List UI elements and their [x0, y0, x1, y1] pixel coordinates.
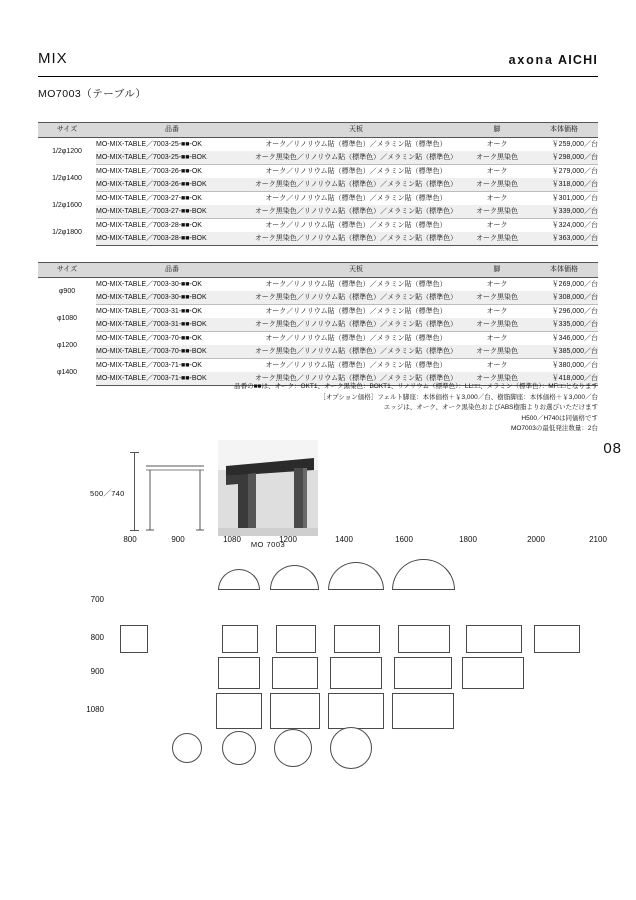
matrix-shape-half-1200 — [218, 569, 260, 590]
cell-size: 1/2φ1400 — [52, 174, 82, 182]
cell-code: MO-MIX-TABLE／7003-31-■■-OK — [96, 308, 202, 315]
cell-price: ￥339,000／台 — [530, 205, 598, 219]
cell-price: ￥269,000／台 — [551, 281, 598, 288]
footnote-line: MO7003の最低発注数量：2台 — [510, 425, 598, 432]
cell-leg: オーク黒染色 — [464, 205, 530, 219]
matrix-shape-rect-1200x900 — [218, 657, 260, 689]
matrix-row-label-700: 700 — [90, 595, 104, 604]
cell-top: オーク／リノリウム貼（標準色）／メラミン貼（標準色） — [265, 222, 447, 229]
col-header-top: 天板 — [248, 123, 464, 138]
cell-top: オーク／リノリウム貼（標準色）／メラミン貼（標準色） — [265, 168, 447, 175]
cell-leg: オーク — [486, 222, 508, 229]
matrix-shape-rect-1600x1080 — [328, 693, 384, 729]
matrix-shape-rect-1600x800 — [334, 625, 380, 653]
matrix-shape-rect-1600x900 — [330, 657, 382, 689]
cell-top: オーク／リノリウム貼（標準色）／メラミン貼（標準色） — [265, 308, 447, 315]
size-matrix — [76, 535, 607, 765]
table-row — [38, 151, 598, 165]
cell-code: MO-MIX-TABLE／7003-25-■■-OK — [96, 141, 202, 148]
cell-leg: オーク黒染色 — [464, 178, 530, 192]
cell-price: ￥324,000／台 — [551, 222, 598, 229]
matrix-shape-rect-1800x800 — [398, 625, 450, 653]
cell-leg: オーク黒染色 — [464, 345, 530, 359]
cell-code: MO-MIX-TABLE／7003-26-■■-OK — [96, 168, 202, 175]
page-number: 08 — [603, 440, 622, 457]
matrix-col-label-900: 900 — [171, 535, 185, 544]
matrix-shape-half-1800 — [392, 559, 455, 590]
cell-leg: オーク — [486, 168, 508, 175]
footnote-line: 品番の■■は、オーク：OKT1、オーク黒染色：BOKT1、リノリウム（標準色）：LL□□、メラミン（標準色）：MF□□となります — [234, 383, 598, 390]
cell-code: MO-MIX-TABLE／7003-28-■■-OK — [96, 222, 202, 229]
cell-leg: オーク — [486, 195, 508, 202]
cell-size: φ1080 — [56, 314, 78, 322]
table-row — [38, 232, 598, 246]
table-row — [38, 205, 598, 219]
col-header-price: 本体価格 — [530, 123, 598, 138]
matrix-shape-rect-800x800 — [120, 625, 148, 653]
matrix-col-label-2100: 2100 — [589, 535, 607, 544]
cell-code: MO-MIX-TABLE／7003-28-■■-BOK — [96, 232, 248, 246]
cell-top: オーク黒染色／リノリウム貼（標準色）／メラミン貼（標準色） — [248, 291, 464, 305]
cell-price: ￥259,000／台 — [551, 141, 598, 148]
table-header-row — [38, 123, 598, 138]
cell-top: オーク黒染色／リノリウム貼（標準色）／メラミン貼（標準色） — [248, 345, 464, 359]
footnotes — [178, 382, 598, 435]
product-photo-graphic — [218, 440, 318, 536]
cell-size: φ1200 — [56, 341, 78, 349]
spec-table-round — [38, 262, 598, 386]
table-header-row — [38, 263, 598, 278]
col-header-size: サイズ — [38, 123, 96, 138]
cell-top: オーク／リノリウム貼（標準色）／メラミン貼（標準色） — [265, 195, 447, 202]
matrix-col-label-2000: 2000 — [527, 535, 545, 544]
table-row — [38, 345, 598, 359]
cell-size: 1/2φ1200 — [52, 147, 82, 155]
cell-leg: オーク黒染色 — [464, 291, 530, 305]
matrix-row-label-1080: 1080 — [86, 705, 104, 714]
cell-price: ￥380,000／台 — [551, 362, 598, 369]
matrix-shape-rect-1400x900 — [272, 657, 318, 689]
cell-price: ￥298,000／台 — [530, 151, 598, 165]
table-row — [38, 219, 598, 233]
cell-top: オーク黒染色／リノリウム貼（標準色）／メラミン貼（標準色） — [248, 178, 464, 192]
matrix-shape-circle-1080 — [222, 731, 256, 765]
cell-top: オーク黒染色／リノリウム貼（標準色）／メラミン貼（標準色） — [248, 151, 464, 165]
cell-leg: オーク — [486, 141, 508, 148]
cell-code: MO-MIX-TABLE／7003-70-■■-OK — [96, 335, 202, 342]
cell-leg: オーク — [486, 281, 508, 288]
matrix-shape-rect-1200x1080 — [216, 693, 262, 729]
cell-top: オーク／リノリウム貼（標準色）／メラミン貼（標準色） — [265, 141, 447, 148]
table-row — [38, 178, 598, 192]
matrix-shape-rect-1200x800 — [222, 625, 258, 653]
col-header-price: 本体価格 — [530, 263, 598, 278]
table-row — [38, 192, 598, 206]
cell-price: ￥335,000／台 — [530, 318, 598, 332]
cell-top: オーク／リノリウム貼（標準色）／メラミン貼（標準色） — [265, 281, 447, 288]
product-subtitle: MO7003（テーブル） — [38, 88, 147, 100]
matrix-shape-rect-1800x1080 — [392, 693, 454, 729]
cell-leg: オーク黒染色 — [464, 151, 530, 165]
table-row — [38, 278, 598, 292]
cell-size: 1/2φ1600 — [52, 201, 82, 209]
brand-logo — [509, 53, 598, 67]
cell-top: オーク黒染色／リノリウム貼（標準色）／メラミン貼（標準色） — [248, 318, 464, 332]
footnote-line: ［オプション価格］フェルト脚座：本体価格＋￥3,000／台、樹脂脚座：本体価格＋￥3,000／台 — [319, 393, 598, 401]
photo-caption: MO 7003 — [250, 540, 286, 549]
cell-top: オーク／リノリウム貼（標準色）／メラミン貼（標準色） — [265, 362, 447, 369]
matrix-col-label-1800: 1800 — [459, 535, 477, 544]
matrix-shape-rect-2100x800 — [534, 625, 580, 653]
cell-leg: オーク黒染色 — [464, 318, 530, 332]
matrix-shape-rect-2000x900 — [462, 657, 524, 689]
cell-price: ￥279,000／台 — [551, 168, 598, 175]
matrix-row-label-800: 800 — [90, 633, 104, 642]
cell-code: MO-MIX-TABLE／7003-27-■■-OK — [96, 195, 202, 202]
cell-top: オーク黒染色／リノリウム貼（標準色）／メラミン貼（標準色） — [248, 372, 464, 386]
table-row — [38, 332, 598, 346]
cell-size: φ900 — [58, 287, 76, 295]
dimension-line — [134, 452, 135, 530]
spec-table-half-round — [38, 122, 598, 246]
brand-name-axona: axona — [508, 53, 554, 67]
cell-leg: オーク — [486, 362, 508, 369]
matrix-shape-rect-1800x900 — [394, 657, 452, 689]
col-header-leg: 脚 — [464, 263, 530, 278]
matrix-shape-rect-1400x800 — [276, 625, 316, 653]
col-header-size: サイズ — [38, 263, 96, 278]
header-divider — [38, 76, 598, 77]
cell-leg: オーク黒染色 — [464, 232, 530, 246]
col-header-top: 天板 — [248, 263, 464, 278]
cell-top: オーク黒染色／リノリウム貼（標準色）／メラミン貼（標準色） — [248, 205, 464, 219]
cell-price: ￥308,000／台 — [530, 291, 598, 305]
matrix-shape-half-1400 — [270, 565, 319, 590]
matrix-col-label-1400: 1400 — [335, 535, 353, 544]
cell-leg: オーク黒染色 — [464, 372, 530, 386]
col-header-code: 品番 — [96, 123, 248, 138]
brand-name-aichi: AICHI — [557, 53, 598, 67]
table-row — [38, 305, 598, 319]
cell-leg: オーク — [486, 335, 508, 342]
cell-price: ￥363,000／台 — [530, 232, 598, 246]
cell-price: ￥346,000／台 — [551, 335, 598, 342]
table-line-drawing — [144, 448, 206, 532]
cell-leg: オーク — [486, 308, 508, 315]
cell-size: 1/2φ1800 — [52, 228, 82, 236]
col-header-code: 品番 — [96, 263, 248, 278]
product-illustration — [90, 440, 340, 550]
matrix-shape-circle-1400 — [330, 727, 372, 769]
cell-price: ￥296,000／台 — [551, 308, 598, 315]
cell-code: MO-MIX-TABLE／7003-70-■■-BOK — [96, 345, 248, 359]
cell-code: MO-MIX-TABLE／7003-71-■■-BOK — [96, 372, 248, 386]
col-header-leg: 脚 — [464, 123, 530, 138]
matrix-col-label-1600: 1600 — [395, 535, 413, 544]
table-row — [38, 165, 598, 179]
footnote-line: エッジは、オーク、オーク黒染色およびABS樹脂よりお選びいただけます — [383, 404, 598, 411]
matrix-shape-half-1600 — [328, 562, 384, 590]
cell-code: MO-MIX-TABLE／7003-25-■■-BOK — [96, 151, 248, 165]
matrix-shape-rect-1400x1080 — [270, 693, 320, 729]
product-photo — [218, 440, 318, 536]
cell-size: φ1400 — [56, 368, 78, 376]
table-row — [38, 318, 598, 332]
table-row — [38, 359, 598, 373]
dimension-cap-top — [130, 452, 139, 453]
matrix-shape-circle-1200 — [274, 729, 312, 767]
cell-code: MO-MIX-TABLE／7003-30-■■-BOK — [96, 291, 248, 305]
cell-code: MO-MIX-TABLE／7003-27-■■-BOK — [96, 205, 248, 219]
cell-code: MO-MIX-TABLE／7003-26-■■-BOK — [96, 178, 248, 192]
matrix-col-label-1080: 1080 — [223, 535, 241, 544]
footnote-line: H500／H740は同価格です — [521, 414, 598, 422]
matrix-row-label-900: 900 — [90, 667, 104, 676]
cell-code: MO-MIX-TABLE／7003-71-■■-OK — [96, 362, 202, 369]
cell-price: ￥301,000／台 — [551, 195, 598, 202]
dimension-cap-bottom — [130, 530, 139, 531]
table-row — [38, 138, 598, 152]
cell-top: オーク／リノリウム貼（標準色）／メラミン貼（標準色） — [265, 335, 447, 342]
cell-top: オーク黒染色／リノリウム貼（標準色）／メラミン貼（標準色） — [248, 232, 464, 246]
cell-code: MO-MIX-TABLE／7003-31-■■-BOK — [96, 318, 248, 332]
matrix-shape-circle-900 — [172, 733, 202, 763]
table-row — [38, 291, 598, 305]
cell-price: ￥418,000／台 — [530, 372, 598, 386]
matrix-col-label-800: 800 — [123, 535, 137, 544]
dimension-label: 500／740 — [90, 489, 125, 498]
cell-code: MO-MIX-TABLE／7003-30-■■-OK — [96, 281, 202, 288]
cell-price: ￥318,000／台 — [530, 178, 598, 192]
page-title: MIX — [38, 50, 68, 67]
cell-price: ￥385,000／台 — [530, 345, 598, 359]
matrix-shape-rect-2000x800 — [466, 625, 522, 653]
matrix-col-label-1200: 1200 — [279, 535, 297, 544]
